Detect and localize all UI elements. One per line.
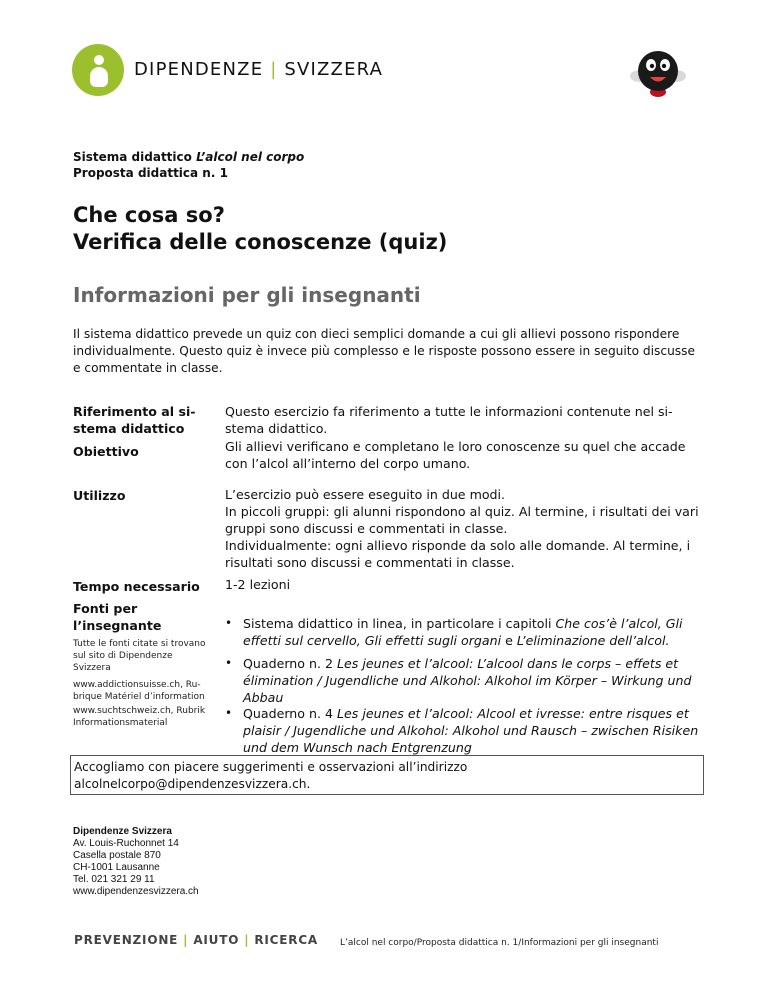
section-heading: Informazioni per gli insegnanti xyxy=(73,283,421,307)
row-value-tempo: 1-2 lezioni xyxy=(225,577,291,592)
source-item: • Sistema didattico in linea, in particolare i capitoli Che cos’è l’alcol, Gli effetti sul cervello, Gli effetti sugli organi e L’eliminazione dell’alcol. xyxy=(225,616,683,648)
fonti-note-suchtschweiz: www.suchtschweiz.ch, Rubrik Informationsmaterial xyxy=(73,706,206,728)
address-block: Dipendenze Svizzera Av. Louis-Ruchonnet 14 Casella postale 870 CH-1001 Lausanne Tel. 021 321 29 11 www.dipendenzesvizzera.ch xyxy=(73,826,199,897)
row-label-utilizzo: Utilizzo xyxy=(73,488,126,503)
page-footer: L’alcol nel corpo/Proposta didattica n. 1/Informazioni per gli insegnanti xyxy=(340,938,659,948)
row-label-riferimento: Riferimento al sistema didattico xyxy=(73,404,196,436)
row-value-riferimento: Questo esercizio fa riferimento a tutte le informazioni contenute nel sistema didattico. xyxy=(225,404,673,436)
mascot-face-icon xyxy=(626,46,690,100)
row-label-obiettivo: Obiettivo xyxy=(73,444,139,459)
logo-head-shape xyxy=(94,55,104,65)
page-title: Che cosa so? Verifica delle conoscenze (quiz) xyxy=(73,203,448,254)
bullet-icon: • xyxy=(225,616,233,630)
system-label: Sistema didattico L’alcol nel corpo xyxy=(73,150,305,164)
source-item: • Quaderno n. 4 Les jeunes et l’alcool: Alcool et ivresse: entre risques et plaisir / Jugendliche und Alkohol: Alkohol und Rausch – zwischen Risiken und dem Wunsch nach Entgrenzung xyxy=(225,706,699,755)
bullet-icon: • xyxy=(225,656,233,670)
intro-paragraph: Il sistema didattico prevede un quiz con dieci semplici domande a cui gli allievi possono rispondere individualmente. Questo quiz è invece più complesso e le risposte possono essere in seguito discusse e commentate in classe. xyxy=(73,327,695,375)
row-value-utilizzo: L’esercizio può essere eseguito in due modi. In piccoli gruppi: gli alunni rispondono al quiz. Al termine, i risultati dei vari gruppi sono discussi e commentati in classe. Individualmente: ogni allievo risponde da solo alle domande. Al termine, i risultati sono discussi e commentati in classe. xyxy=(225,487,699,570)
bullet-icon: • xyxy=(225,706,233,720)
proposal-label: Proposta didattica n. 1 xyxy=(73,166,228,180)
feedback-text: Accogliamo con piacere suggerimenti e osservazioni all’indirizzo alcolnelcorpo@dipendenzesvizzera.ch. xyxy=(74,760,468,791)
logo-text: DIPENDENZE | SVIZZERA xyxy=(134,59,384,80)
fonti-note: Tutte le fonti citate si trovano sul sito di Dipendenze Svizzera xyxy=(73,639,206,673)
row-label-fonti: Fonti per l’insegnante xyxy=(73,601,162,633)
row-value-obiettivo: Gli allievi verificano e completano le loro conoscenze su quel che accade con l’alcol all’interno del corpo umano. xyxy=(225,439,686,471)
fonti-note-addictionsuisse: www.addictionsuisse.ch, Rubrique Matériel d’information xyxy=(73,680,205,702)
row-label-tempo: Tempo necessario xyxy=(73,579,200,594)
tagline: PREVENZIONE | AIUTO | RICERCA xyxy=(74,933,319,947)
logo-body-shape xyxy=(90,67,108,87)
source-item: • Quaderno n. 2 Les jeunes et l’alcool: L’alcool dans le corps – effets et élimination / Jugendliche und Alkohol: Alkohol im Körper – Wirkung und Abbau xyxy=(225,656,692,705)
